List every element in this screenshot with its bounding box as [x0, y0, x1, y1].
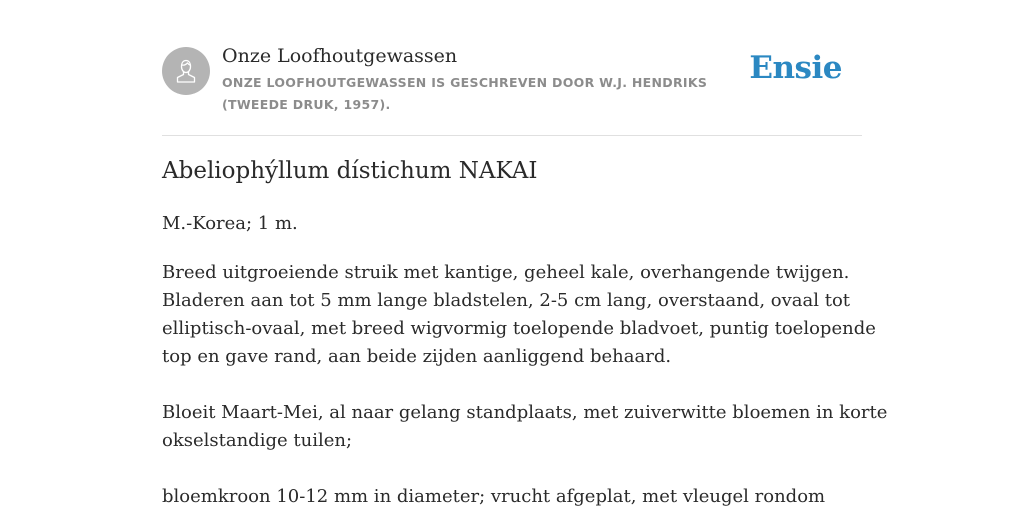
body-line: Bladeren aan tot 5 mm lange bladstelen, 2-5 cm lang, overstaand, ovaal tot	[162, 290, 851, 311]
header-divider	[162, 135, 862, 136]
article-body	[162, 259, 888, 511]
author-name[interactable]: Onze Loofhoutgewassen	[222, 45, 458, 67]
brand-logo[interactable]: Ensie	[749, 50, 842, 86]
body-line: okselstandige tuilen;	[162, 430, 353, 451]
body-line: Breed uitgroeiende struik met kantige, geheel kale, overhangende twijgen.	[162, 262, 850, 283]
article-title: Abeliophýllum dístichum NAKAI	[162, 158, 538, 184]
body-line: top en gave rand, aan beide zijden aanliggend behaard.	[162, 346, 672, 367]
paragraph-gap	[162, 455, 862, 483]
author-header	[162, 0, 862, 136]
body-line: bloemkroon 10-12 mm in diameter; vrucht afgeplat, met vleugel rondom	[162, 486, 826, 507]
body-line: elliptisch-ovaal, met breed wigvormig toelopende bladvoet, puntig toelopende	[162, 318, 876, 339]
author-description: ONZE LOOFHOUTGEWASSEN IS GESCHREVEN DOOR W.J. HENDRIKS (TWEEDE DRUK, 1957).	[222, 75, 708, 112]
paragraph-gap	[162, 371, 862, 399]
user-silhouette-icon	[171, 56, 201, 86]
body-line: Bloeit Maart-Mei, al naar gelang standplaats, met zuiverwitte bloemen in korte	[162, 402, 888, 423]
avatar[interactable]	[162, 47, 210, 95]
article-meta: M.-Korea; 1 m.	[162, 213, 298, 234]
